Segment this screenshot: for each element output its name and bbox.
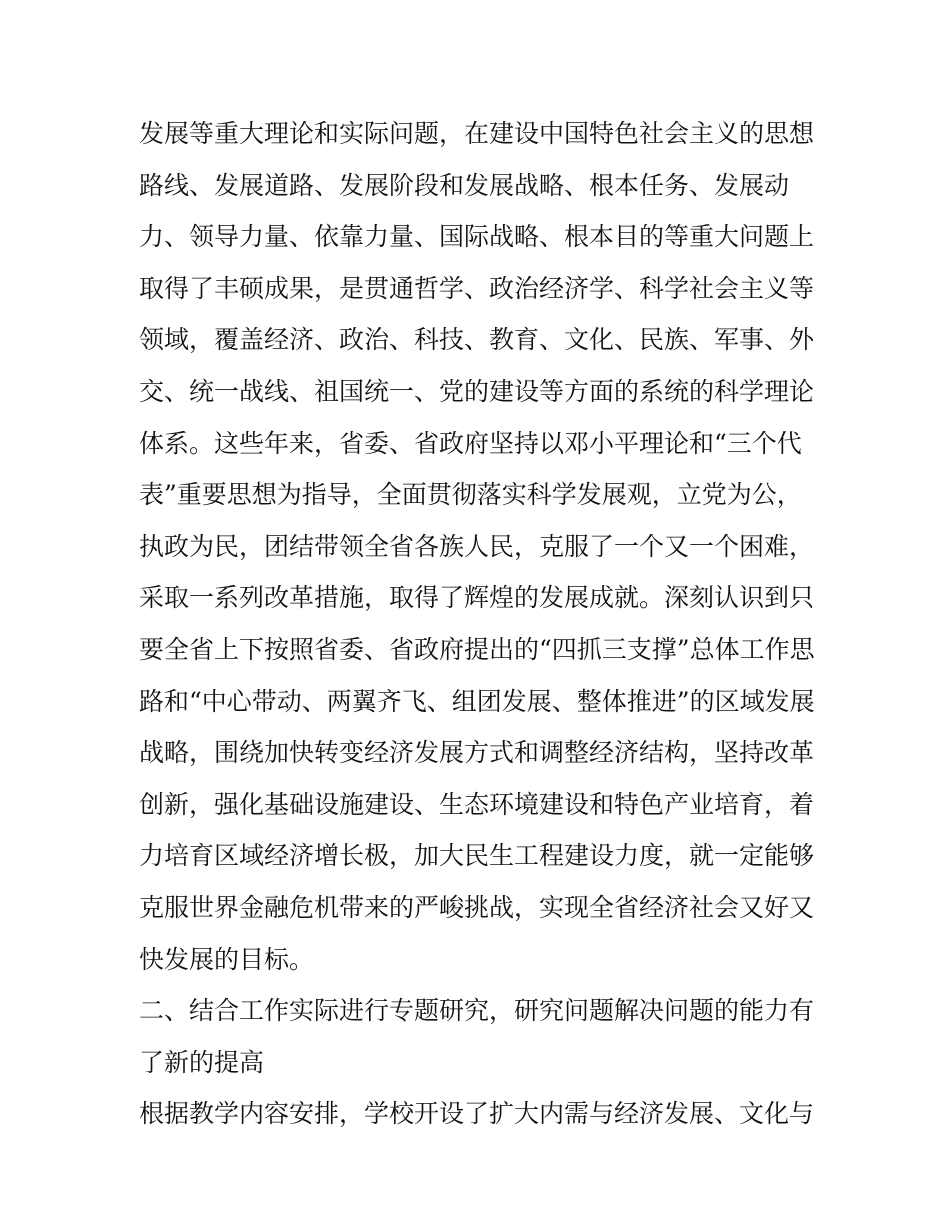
- text-line: 力培育区域经济增长极，加大民生工程建设力度，就一定能够: [139, 841, 815, 871]
- text-line: 路线、发展道路、发展阶段和发展战略、根本任务、发展动: [139, 170, 790, 200]
- body-text: [139, 108, 819, 1140]
- section-heading: 二、结合工作实际进行专题研究，研究问题解决问题的能力有: [139, 996, 815, 1026]
- text-line: 执政为民，团结带领全省各族人民，克服了一个又一个困难，: [139, 531, 815, 561]
- text-line: 根据教学内容安排，学校开设了扩大内需与经济发展、文化与: [139, 1099, 815, 1129]
- text-line: 体系。这些年来，省委、省政府坚持以邓小平理论和“三个代: [139, 428, 802, 458]
- text-line: 表”重要思想为指导，全面贯彻落实科学发展观，立党为公，: [139, 480, 802, 510]
- text-line: 创新，强化基础设施建设、生态环境建设和特色产业培育，着: [139, 789, 815, 819]
- text-line: 力、领导力量、依靠力量、国际战略、根本目的等重大问题上: [139, 222, 815, 252]
- text-line: 要全省上下按照省委、省政府提出的“四抓三支撑”总体工作思: [139, 634, 815, 664]
- text-line: 取得了丰硕成果，是贯通哲学、政治经济学、科学社会主义等: [139, 273, 815, 303]
- text-line: 战略，围绕加快转变经济发展方式和调整经济结构，坚持改革: [139, 738, 815, 768]
- text-line: 克服世界金融危机带来的严峻挑战，实现全省经济社会又好又: [139, 892, 815, 922]
- text-line: 交、统一战线、祖国统一、党的建设等方面的系统的科学理论: [139, 376, 815, 406]
- text-line: 发展等重大理论和实际问题，在建设中国特色社会主义的思想: [139, 119, 815, 148]
- text-line: 领域，覆盖经济、政治、科技、教育、文化、民族、军事、外: [139, 325, 815, 355]
- text-line: 路和“中心带动、两翼齐飞、组团发展、整体推进”的区域发展: [139, 686, 815, 716]
- section-heading-continued: 了新的提高: [139, 1047, 265, 1077]
- text-line: 采取一系列改革措施，取得了辉煌的发展成就。深刻认识到只: [139, 583, 815, 613]
- text-line: 快发展的目标。: [139, 944, 315, 974]
